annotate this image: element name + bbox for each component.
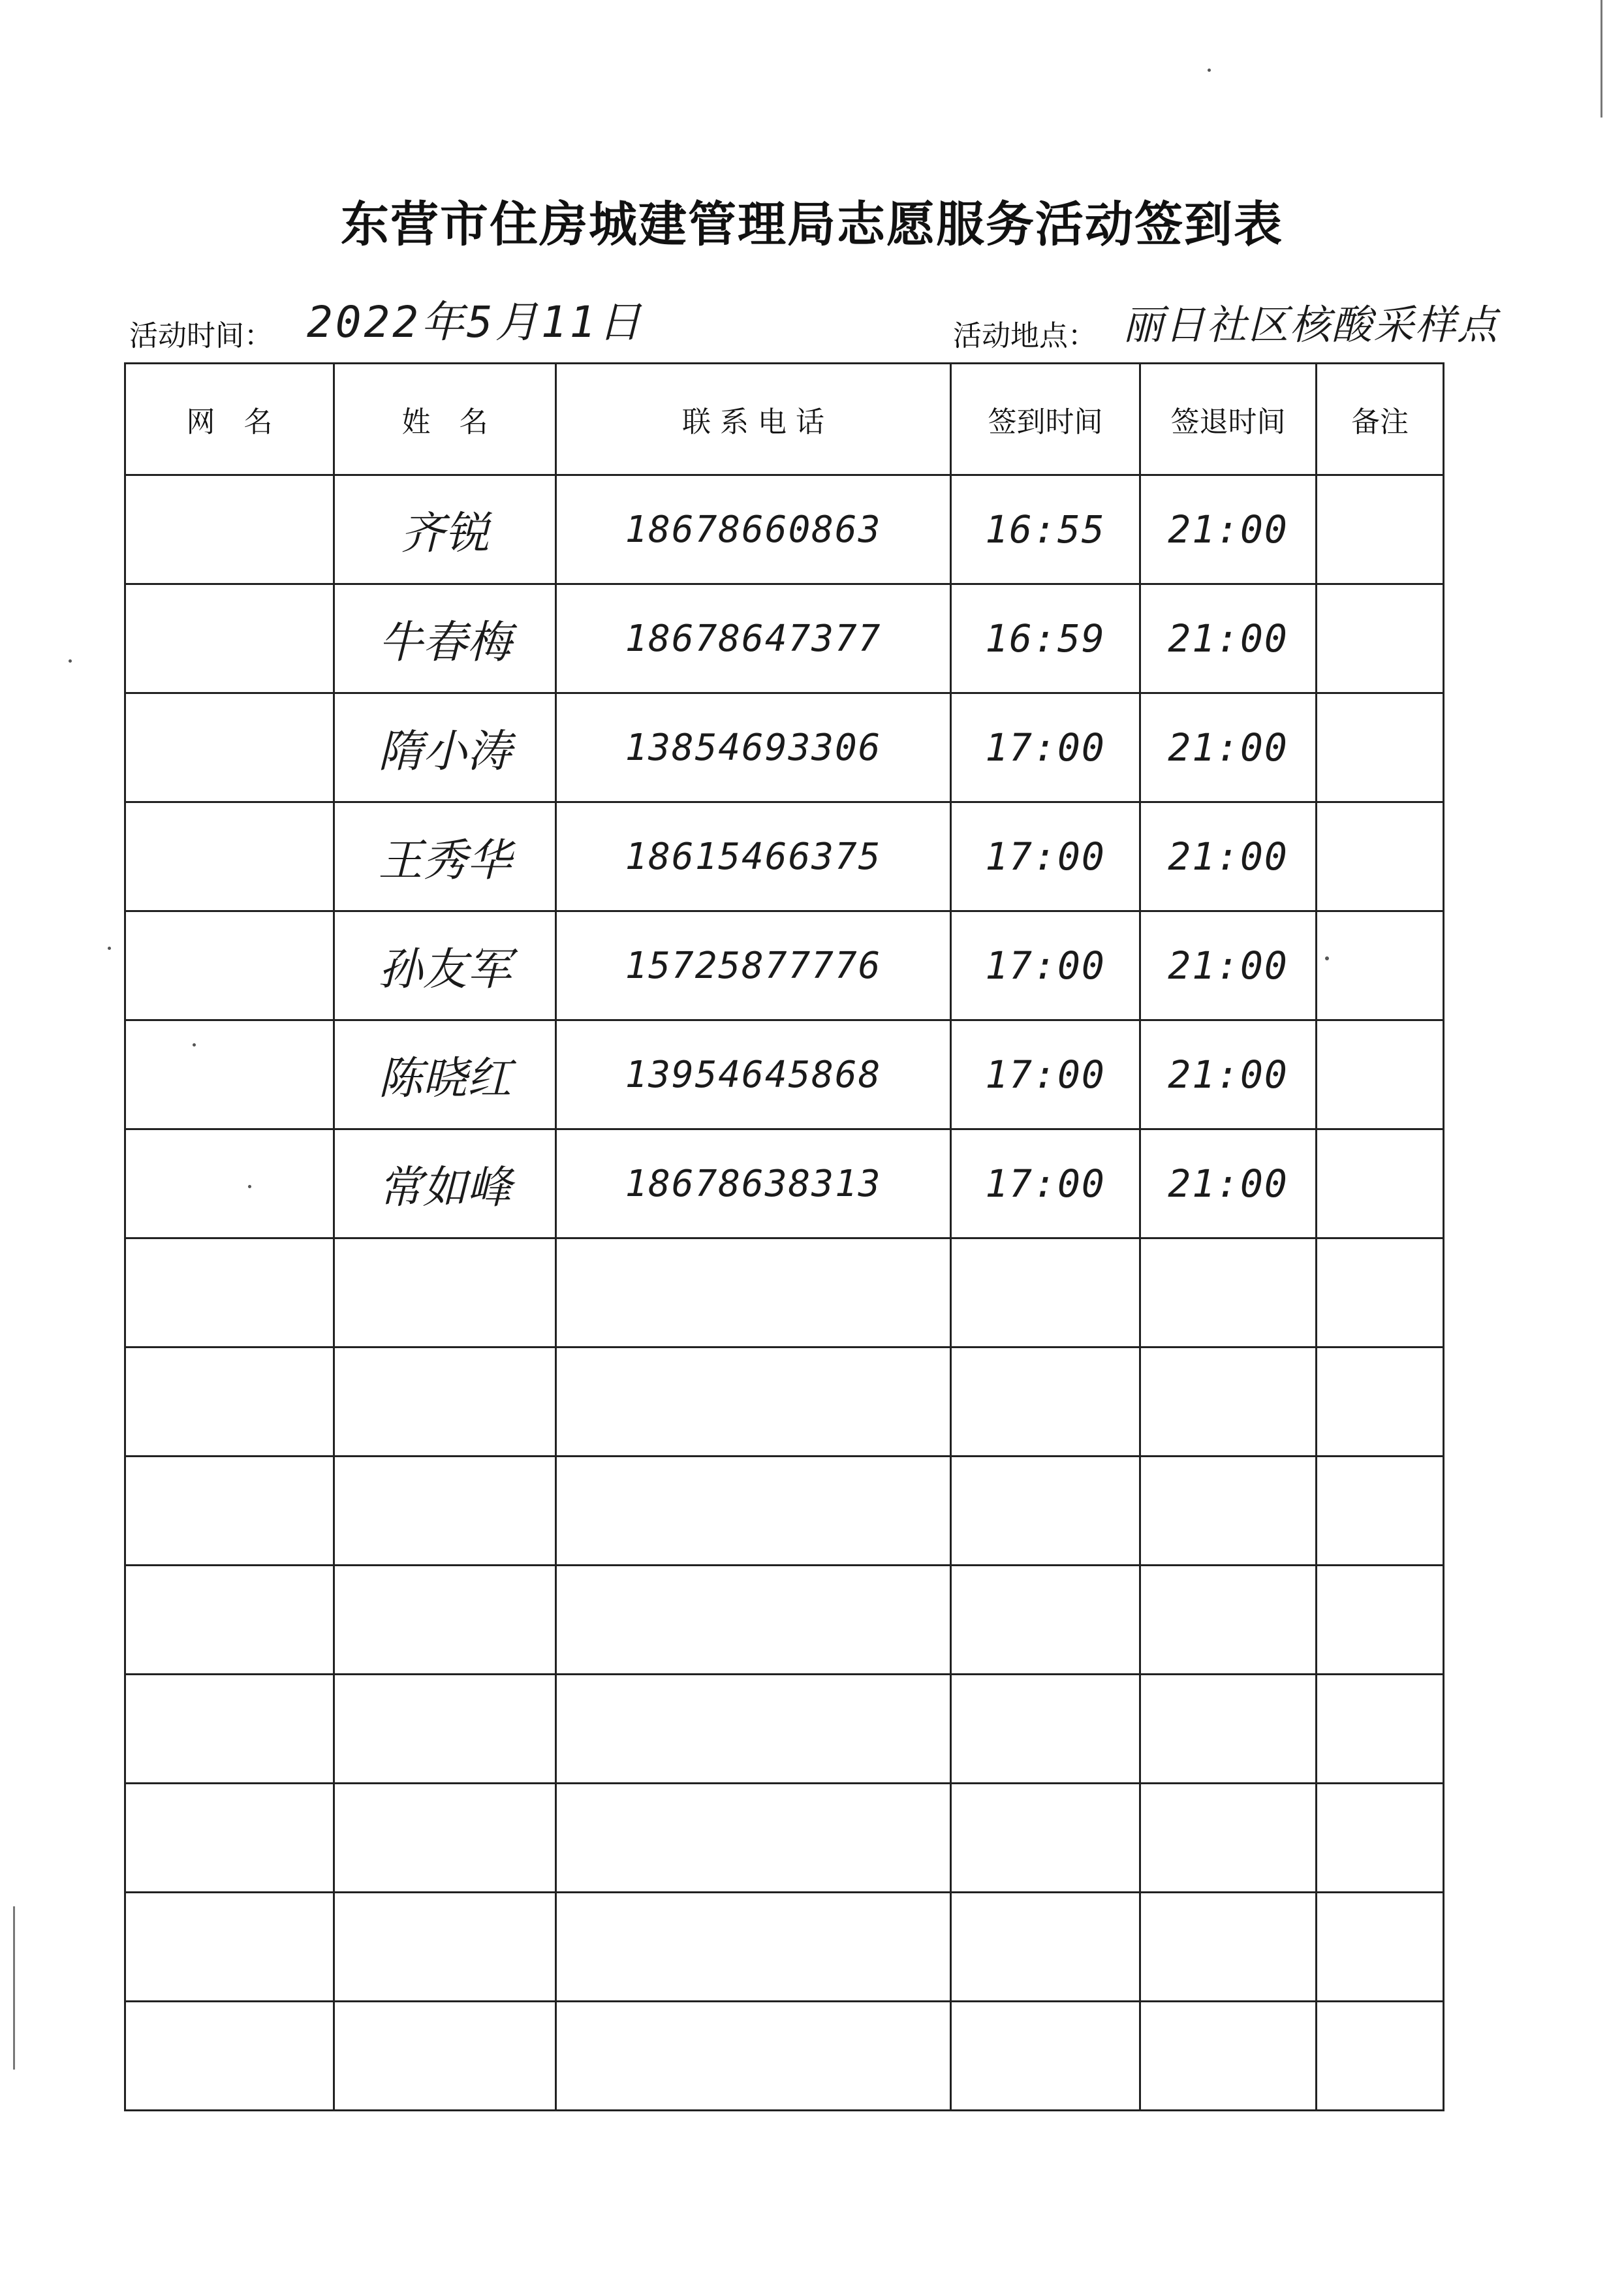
cell-sign-out: 21:00 <box>1140 802 1317 911</box>
cell-name <box>334 1457 556 1566</box>
cell-name <box>334 2002 556 2111</box>
table-row <box>125 584 1444 693</box>
cell-sign-out <box>1140 1784 1317 1893</box>
cell-net-name <box>125 1566 334 1675</box>
cell-note <box>1317 1784 1444 1893</box>
cell-sign-in: 17:00 <box>951 802 1140 911</box>
activity-time-label: 活动时间： <box>129 319 273 353</box>
cell-sign-in <box>951 2002 1140 2111</box>
cell-sign-in <box>951 1675 1140 1784</box>
cell-note <box>1317 1457 1444 1566</box>
header-sign-in: 签到时间 <box>951 364 1140 475</box>
table-body <box>125 475 1444 2111</box>
cell-phone: 13954645868 <box>556 1020 951 1129</box>
cell-phone <box>556 1675 951 1784</box>
cell-sign-in <box>951 1566 1140 1675</box>
table-row <box>125 1347 1444 1457</box>
table-row <box>125 1020 1444 1129</box>
cell-sign-in: 16:59 <box>951 584 1140 693</box>
cell-net-name <box>125 911 334 1020</box>
cell-note <box>1317 1893 1444 2002</box>
cell-net-name <box>125 693 334 802</box>
page-title: 东营市住房城建管理局志愿服务活动签到表 <box>341 197 1283 253</box>
header-note: 备注 <box>1317 364 1444 475</box>
scan-edge-line-right <box>1601 0 1602 118</box>
cell-name <box>334 1566 556 1675</box>
cell-sign-in: 16:55 <box>951 475 1140 584</box>
table-row <box>125 1893 1444 2002</box>
cell-name <box>334 1784 556 1893</box>
cell-phone: 18678638313 <box>556 1129 951 1238</box>
cell-note <box>1317 693 1444 802</box>
cell-sign-out <box>1140 1238 1317 1347</box>
cell-sign-out <box>1140 1347 1317 1457</box>
cell-sign-out: 21:00 <box>1140 693 1317 802</box>
cell-name: 牛春梅 <box>334 584 556 693</box>
header-name: 姓 名 <box>334 364 556 475</box>
cell-sign-in <box>951 1347 1140 1457</box>
cell-name: 王秀华 <box>334 802 556 911</box>
activity-place-label: 活动地点： <box>953 319 1097 353</box>
cell-name <box>334 1675 556 1784</box>
cell-name <box>334 1893 556 2002</box>
cell-net-name <box>125 1675 334 1784</box>
sign-in-table <box>124 362 1444 2111</box>
activity-place-value: 丽日社区核酸采样点 <box>1123 301 1499 349</box>
cell-sign-in: 17:00 <box>951 911 1140 1020</box>
cell-phone <box>556 1566 951 1675</box>
cell-phone <box>556 1347 951 1457</box>
cell-net-name <box>125 584 334 693</box>
cell-name: 齐锐 <box>334 475 556 584</box>
scan-edge-line-left <box>13 1906 15 2070</box>
table-row <box>125 475 1444 584</box>
cell-net-name <box>125 1893 334 2002</box>
cell-sign-out <box>1140 1893 1317 2002</box>
table-row <box>125 2002 1444 2111</box>
cell-note <box>1317 1675 1444 1784</box>
cell-sign-out <box>1140 2002 1317 2111</box>
cell-sign-in: 17:00 <box>951 1020 1140 1129</box>
cell-note <box>1317 1566 1444 1675</box>
cell-note <box>1317 1347 1444 1457</box>
cell-sign-out <box>1140 1675 1317 1784</box>
cell-sign-in <box>951 1457 1140 1566</box>
scan-speck <box>108 947 111 950</box>
table-row <box>125 693 1444 802</box>
header-phone: 联 系 电 话 <box>556 364 951 475</box>
table-row <box>125 1784 1444 1893</box>
cell-phone <box>556 1457 951 1566</box>
activity-time-value: 2022年5月11日 <box>307 297 644 347</box>
table-row <box>125 1675 1444 1784</box>
cell-phone: 15725877776 <box>556 911 951 1020</box>
header-sign-out: 签退时间 <box>1140 364 1317 475</box>
table-row <box>125 1238 1444 1347</box>
cell-net-name <box>125 1347 334 1457</box>
table-row <box>125 802 1444 911</box>
cell-sign-out: 21:00 <box>1140 1129 1317 1238</box>
table-row <box>125 1566 1444 1675</box>
table-row <box>125 1457 1444 1566</box>
cell-phone <box>556 1893 951 2002</box>
table-header-row <box>125 364 1444 475</box>
cell-sign-in <box>951 1238 1140 1347</box>
cell-name <box>334 1347 556 1457</box>
header-net-name: 网 名 <box>125 364 334 475</box>
scan-speck <box>1208 69 1211 72</box>
table-row <box>125 1129 1444 1238</box>
cell-name <box>334 1238 556 1347</box>
cell-phone <box>556 1784 951 1893</box>
cell-name: 常如峰 <box>334 1129 556 1238</box>
cell-phone: 18615466375 <box>556 802 951 911</box>
cell-name: 孙友军 <box>334 911 556 1020</box>
cell-name: 陈晓红 <box>334 1020 556 1129</box>
cell-name: 隋小涛 <box>334 693 556 802</box>
cell-net-name <box>125 1020 334 1129</box>
cell-net-name <box>125 802 334 911</box>
cell-net-name <box>125 1457 334 1566</box>
cell-net-name <box>125 2002 334 2111</box>
cell-note <box>1317 802 1444 911</box>
cell-sign-in <box>951 1784 1140 1893</box>
table-row <box>125 911 1444 1020</box>
cell-sign-out: 21:00 <box>1140 475 1317 584</box>
cell-phone: 13854693306 <box>556 693 951 802</box>
cell-note <box>1317 1020 1444 1129</box>
cell-sign-in: 17:00 <box>951 693 1140 802</box>
cell-net-name <box>125 1129 334 1238</box>
cell-note <box>1317 911 1444 1020</box>
scan-speck <box>69 659 72 663</box>
cell-phone: 18678660863 <box>556 475 951 584</box>
cell-phone: 18678647377 <box>556 584 951 693</box>
cell-note <box>1317 1129 1444 1238</box>
cell-note <box>1317 584 1444 693</box>
cell-sign-in <box>951 1893 1140 2002</box>
cell-sign-out: 21:00 <box>1140 1020 1317 1129</box>
cell-sign-out: 21:00 <box>1140 584 1317 693</box>
cell-note <box>1317 475 1444 584</box>
cell-note <box>1317 1238 1444 1347</box>
cell-sign-out <box>1140 1566 1317 1675</box>
cell-net-name <box>125 1784 334 1893</box>
cell-phone <box>556 1238 951 1347</box>
cell-net-name <box>125 475 334 584</box>
cell-note <box>1317 2002 1444 2111</box>
cell-sign-in: 17:00 <box>951 1129 1140 1238</box>
cell-phone <box>556 2002 951 2111</box>
cell-sign-out: 21:00 <box>1140 911 1317 1020</box>
cell-net-name <box>125 1238 334 1347</box>
cell-sign-out <box>1140 1457 1317 1566</box>
